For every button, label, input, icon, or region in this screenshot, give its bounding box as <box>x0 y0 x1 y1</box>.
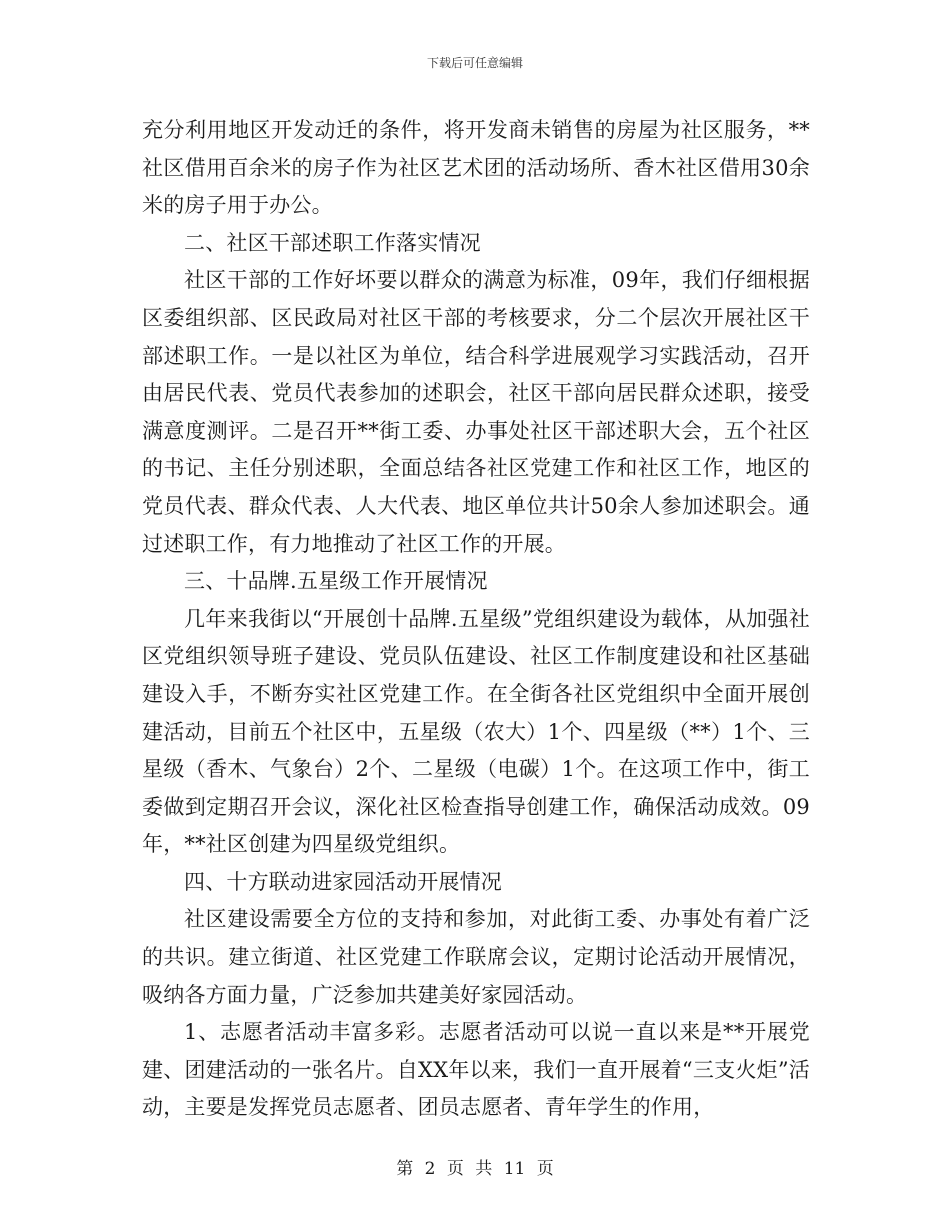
paragraph-continuation: 充分利用地区开发动迁的条件，将开发商未销售的房屋为社区服务，**社区借用百余米的房子作为社区艺术团的活动场所、香木社区借用30余米的房子用于办公。 <box>142 118 810 218</box>
page-header: 下载后可任意编辑 <box>426 56 523 70</box>
paragraph: 社区干部的工作好坏要以群众的满意为标准，09年，我们仔细根据区委组织部、区民政局对社区干部的考核要求，分二个层次开展社区干部述职工作。一是以社区为单位，结合科学进展观学习实践活动，召开由居民代表、党员代表参加的述职会，社区干部向居民群众述职，接受满意度测评。二是召开**街工委、办事处社区干部述职大会，五个社区的书记、主任分别述职，全面总结各社区党建工作和社区工作，地区的党员代表、群众代表、人大代表、地区单位共计50余人参加述职会。通过述职工作，有力地推动了社区工作的开展。 <box>142 268 810 556</box>
paragraph: 几年来我街以“开展创十品牌.五星级”党组织建设为载体，从加强社区党组织领导班子建设、党员队伍建设、社区工作制度建设和社区基础建设入手，不断夯实社区党建工作。在全街各社区党组织中全面开展创建活动，目前五个社区中，五星级（农大）1个、四星级（**）1个、三星级（香木、气象台）2个、二星级（电碳）1个。在这项工作中，街工委做到定期召开会议，深化社区检查指导创建工作，确保活动成效。09年，**社区创建为四星级党组织。 <box>142 606 810 857</box>
section-heading-2: 二、社区干部述职工作落实情况 <box>184 230 481 255</box>
paragraph: 社区建设需要全方位的支持和参加，对此街工委、办事处有着广泛的共识。建立街道、社区党建工作联席会议，定期讨论活动开展情况，吸纳各方面力量，广泛参加共建美好家园活动。 <box>142 907 810 1007</box>
page-number-footer: 第 2 页 共 11 页 <box>396 1159 554 1179</box>
section-heading-4: 四、十方联动进家园活动开展情况 <box>184 869 502 894</box>
paragraph: 1、志愿者活动丰富多彩。志愿者活动可以说一直以来是**开展党建、团建活动的一张名片。自XX年以来，我们一直开展着“三支火炬”活动，主要是发挥党员志愿者、团员志愿者、青年学生的作用， <box>142 1020 810 1120</box>
section-heading-3: 三、十品牌.五星级工作开展情况 <box>184 569 488 594</box>
document-body <box>142 112 810 1127</box>
